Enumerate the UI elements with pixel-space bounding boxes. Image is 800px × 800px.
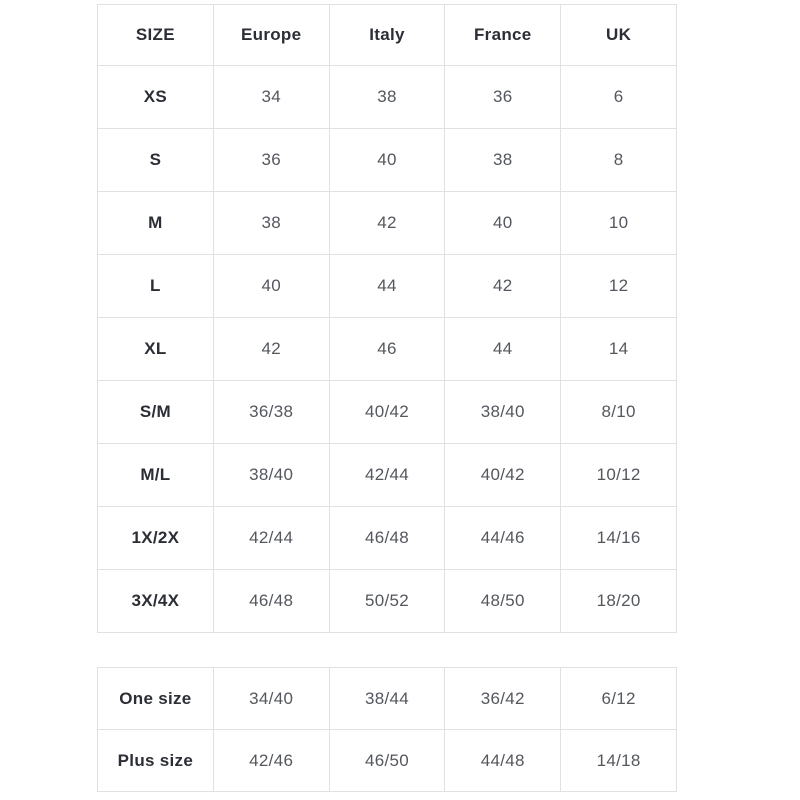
table-row-xs [98, 66, 677, 129]
italy-cell: 40/42 [329, 381, 445, 444]
table-row-s [98, 129, 677, 192]
europe-cell: 42 [213, 318, 329, 381]
italy-cell: 44 [329, 255, 445, 318]
table-row-m [98, 192, 677, 255]
table-row-xl [98, 318, 677, 381]
size-cell: M [98, 192, 214, 255]
size-cell: 3X/4X [98, 570, 214, 633]
size-cell: L [98, 255, 214, 318]
column-header-europe: Europe [213, 5, 329, 66]
table-row-plus-size [98, 730, 677, 792]
column-header-uk: UK [561, 5, 677, 66]
italy-cell: 38/44 [329, 668, 445, 730]
europe-cell: 42/44 [213, 507, 329, 570]
france-cell: 36/42 [445, 668, 561, 730]
europe-cell: 36/38 [213, 381, 329, 444]
france-cell: 44/48 [445, 730, 561, 792]
uk-cell: 10 [561, 192, 677, 255]
uk-cell: 10/12 [561, 444, 677, 507]
uk-cell: 12 [561, 255, 677, 318]
europe-cell: 34 [213, 66, 329, 129]
size-cell: M/L [98, 444, 214, 507]
europe-cell: 38 [213, 192, 329, 255]
size-cell: Plus size [98, 730, 214, 792]
italy-cell: 46/48 [329, 507, 445, 570]
special-sizes-table [97, 667, 677, 792]
france-cell: 44/46 [445, 507, 561, 570]
size-conversion-table [97, 4, 677, 633]
table-row-1x-2x [98, 507, 677, 570]
uk-cell: 14/18 [561, 730, 677, 792]
size-cell: 1X/2X [98, 507, 214, 570]
column-header-italy: Italy [329, 5, 445, 66]
uk-cell: 8/10 [561, 381, 677, 444]
size-cell: XL [98, 318, 214, 381]
table-row-l [98, 255, 677, 318]
size-cell: XS [98, 66, 214, 129]
uk-cell: 14/16 [561, 507, 677, 570]
france-cell: 48/50 [445, 570, 561, 633]
france-cell: 40 [445, 192, 561, 255]
size-cell: One size [98, 668, 214, 730]
table-row-m-l [98, 444, 677, 507]
france-cell: 36 [445, 66, 561, 129]
europe-cell: 34/40 [213, 668, 329, 730]
europe-cell: 36 [213, 129, 329, 192]
france-cell: 42 [445, 255, 561, 318]
italy-cell: 42/44 [329, 444, 445, 507]
italy-cell: 46 [329, 318, 445, 381]
table-row-3x-4x [98, 570, 677, 633]
italy-cell: 42 [329, 192, 445, 255]
france-cell: 40/42 [445, 444, 561, 507]
uk-cell: 6/12 [561, 668, 677, 730]
column-header-france: France [445, 5, 561, 66]
table-row-s-m [98, 381, 677, 444]
header-row [98, 5, 677, 66]
size-cell: S [98, 129, 214, 192]
table-row-one-size [98, 668, 677, 730]
italy-cell: 50/52 [329, 570, 445, 633]
europe-cell: 38/40 [213, 444, 329, 507]
europe-cell: 40 [213, 255, 329, 318]
france-cell: 44 [445, 318, 561, 381]
italy-cell: 46/50 [329, 730, 445, 792]
italy-cell: 38 [329, 66, 445, 129]
france-cell: 38/40 [445, 381, 561, 444]
france-cell: 38 [445, 129, 561, 192]
uk-cell: 8 [561, 129, 677, 192]
italy-cell: 40 [329, 129, 445, 192]
uk-cell: 18/20 [561, 570, 677, 633]
europe-cell: 42/46 [213, 730, 329, 792]
size-cell: S/M [98, 381, 214, 444]
uk-cell: 6 [561, 66, 677, 129]
column-header-size: SIZE [98, 5, 214, 66]
uk-cell: 14 [561, 318, 677, 381]
europe-cell: 46/48 [213, 570, 329, 633]
